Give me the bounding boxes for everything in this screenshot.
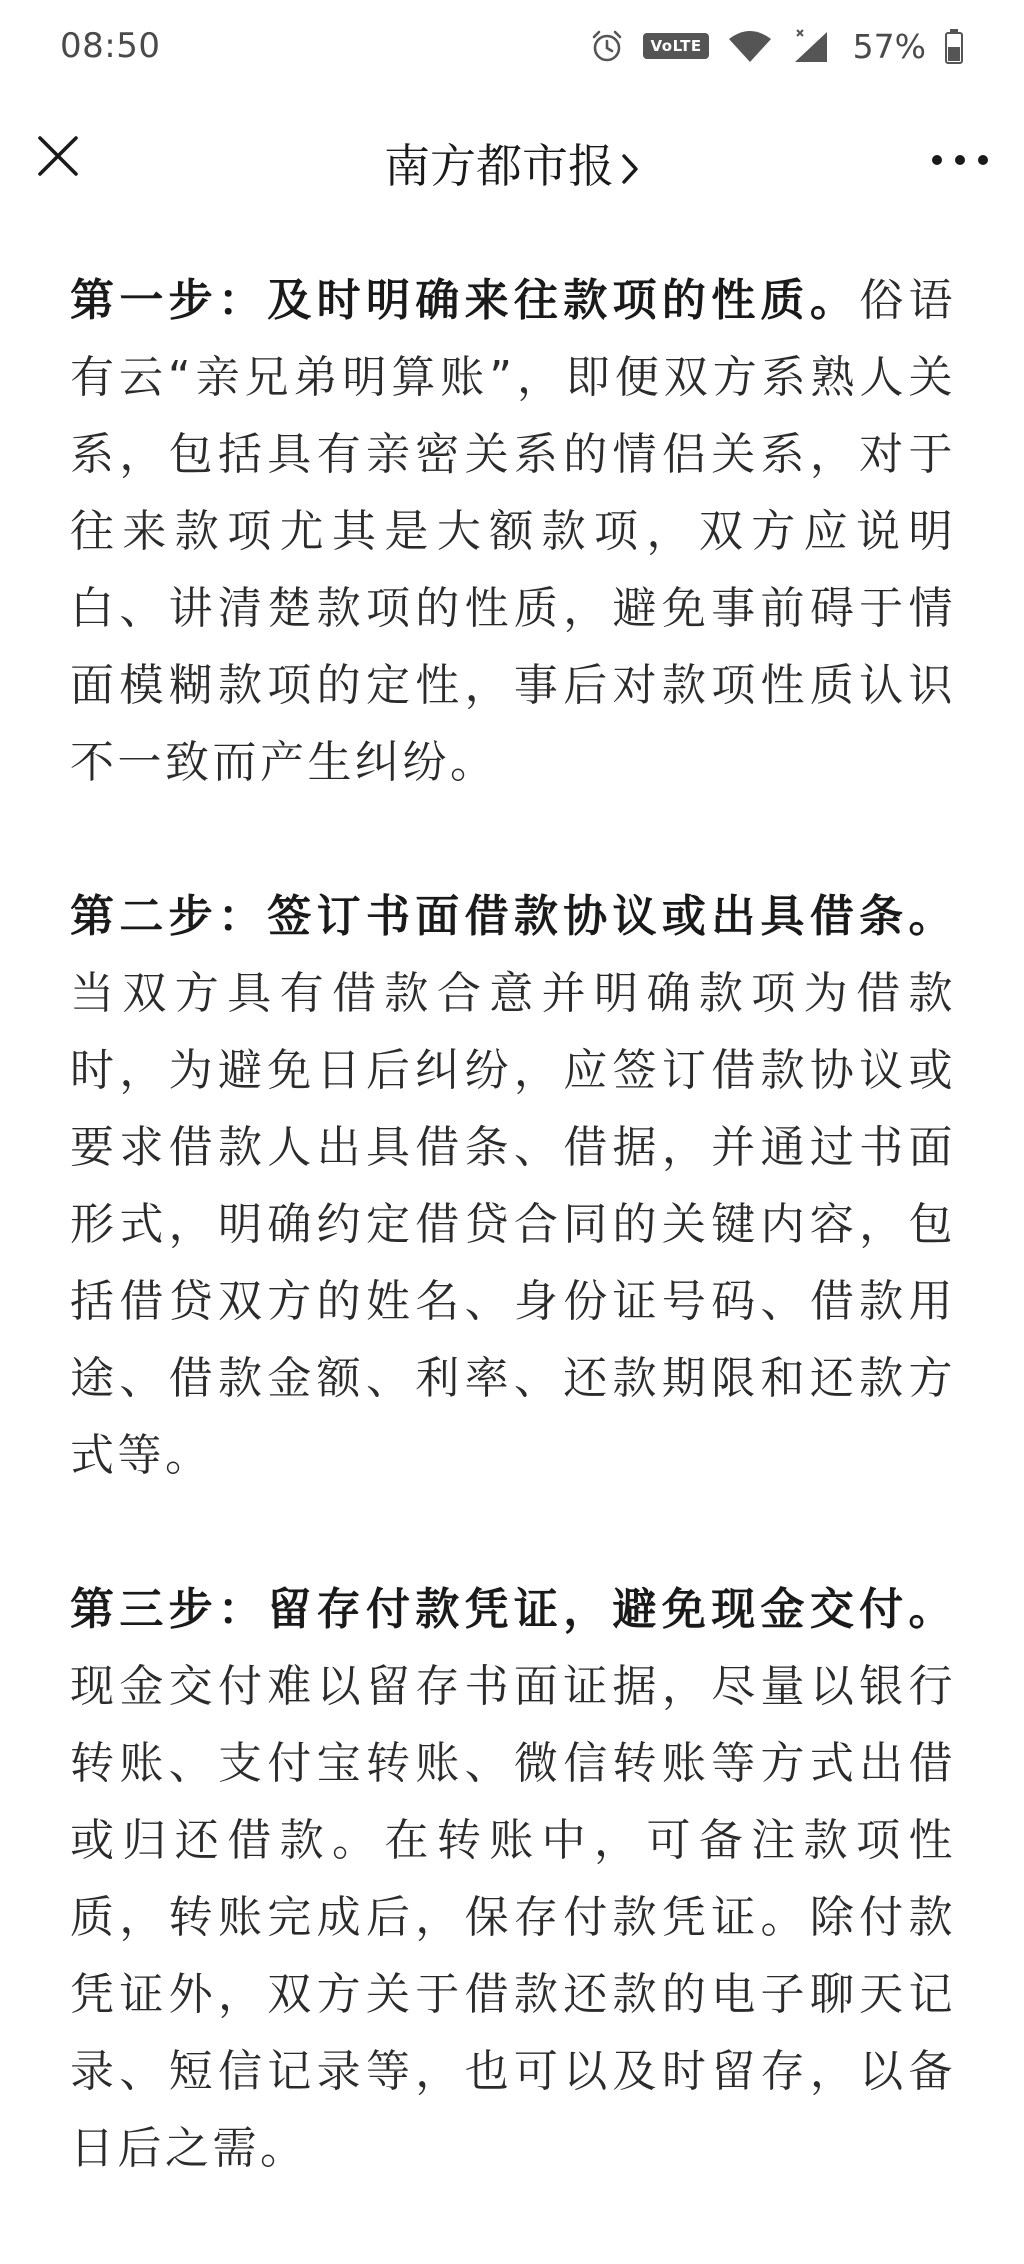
volte-badge: VoLTE (643, 33, 708, 59)
paragraph-body: 当双方具有借款合意并明确款项为借款时，为避免日后纠纷，应签订借款协议或要求借款人出具借条、借据，并通过书面形式，明确约定借贷合同的关键内容，包括借贷双方的姓名、身份证号码、借款用途、借款金额、利率、还款期限和还款方式等。 (70, 968, 956, 1481)
paragraph-body: 俗语有云“亲兄弟明算账”，即便双方系熟人关系，包括具有亲密关系的情侣关系，对于往来款项尤其是大额款项，双方应说明白、讲清楚款项的性质，避免事前碍于情面模糊款项的定性，事后对款项性质认识不一致而产生纠纷。 (70, 275, 957, 788)
status-time: 08:50 (60, 26, 161, 66)
paragraph-body: 现金交付难以留存书面证据，尽量以银行转账、支付宝转账、微信转账等方式出借或归还借款。在转账中，可备注款项性质，转账完成后，保存付款凭证。除付款凭证外，双方关于借款还款的电子聊天记录、短信记录等，也可以及时留存，以备日后之需。 (70, 1661, 956, 2174)
paragraph-lead: 第一步：及时明确来往款项的性质。 (70, 275, 860, 326)
page-title: 南方都市报 (384, 139, 614, 193)
volte-icon (643, 33, 708, 59)
article-body (70, 262, 956, 2264)
article-paragraph (70, 878, 956, 1494)
signal-icon (791, 28, 831, 64)
alarm-icon (589, 28, 625, 64)
article-paragraph (70, 262, 956, 801)
status-bar (0, 0, 1024, 92)
wifi-icon (727, 29, 773, 63)
battery-percentage: 57% (852, 26, 926, 66)
battery-icon (944, 28, 964, 64)
paragraph-lead: 第三步：留存付款凭证，避免现金交付。 (70, 1584, 956, 1635)
paragraph-lead: 第二步：签订书面借款协议或出具借条。 (70, 891, 956, 942)
status-icons (589, 27, 964, 66)
more-button[interactable] (924, 140, 996, 180)
account-title-link[interactable] (0, 130, 1024, 197)
article-paragraph (70, 1571, 956, 2187)
nav-bar (0, 100, 1024, 220)
chevron-right-icon (620, 143, 640, 197)
more-icon (930, 153, 990, 167)
